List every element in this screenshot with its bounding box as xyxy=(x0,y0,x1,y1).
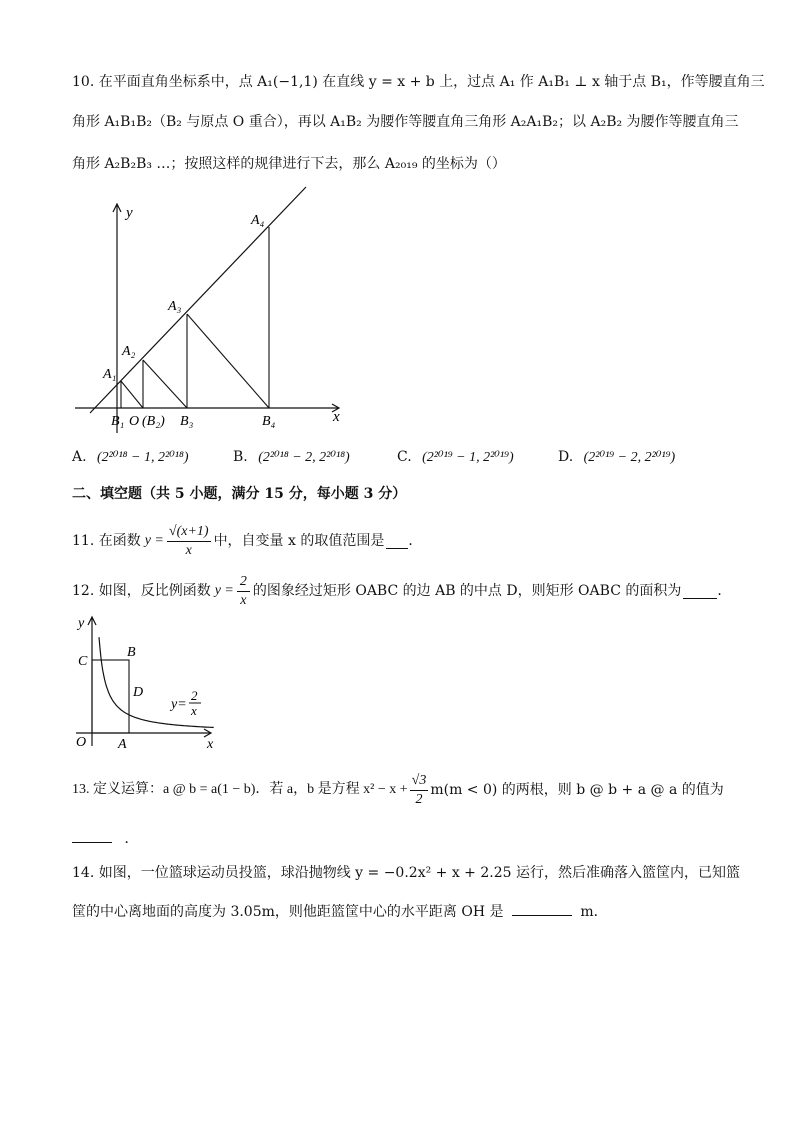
q13 xyxy=(72,768,724,812)
q10-line-1: 10. 在平面直角坐标系中，点 A₁(−1,1) 在直线 y = x + b 上，过点 A₁ 作 A₁B₁ ⊥ x 轴于点 B₁，作等腰直角三 xyxy=(72,74,765,90)
q11-answer-blank[interactable] xyxy=(386,534,408,549)
option-a-letter: A. xyxy=(72,449,87,465)
option-d-text: (2²⁰¹⁹ − 2, 2²⁰¹⁹) xyxy=(583,450,676,465)
q13-suffix: m(m < 0) 的两根，则 b @ b + a @ a 的值为 xyxy=(430,782,724,798)
q11-fraction xyxy=(167,523,211,560)
label-x: x xyxy=(333,409,340,425)
q14-line-1: 14. 如图，一位篮球运动员投篮，球沿抛物线 y = −0.2x² + x + 2.25 运行，然后准确落入篮筐内，已知篮 xyxy=(72,865,740,881)
option-c[interactable] xyxy=(397,448,514,467)
q10-line-2: 角形 A₁B₁B₂（B₂ 与原点 O 重合），再以 A₁B₂ 为腰作等腰直角三角形 A₂A₁B₂；以 A₂B₂ 为腰作等腰直角三 xyxy=(72,114,739,130)
q13-denominator: 2 xyxy=(415,791,423,807)
segment-A2B3 xyxy=(143,360,187,408)
q10-figure xyxy=(70,185,360,435)
option-d-letter: D. xyxy=(558,449,574,465)
option-a-text: (2²⁰¹⁸ − 1, 2²⁰¹⁸) xyxy=(97,450,189,465)
q11-denominator: x xyxy=(185,542,192,558)
option-b[interactable] xyxy=(233,448,350,467)
label-A3: A₃ xyxy=(168,299,182,314)
q13-line-2-end: ． xyxy=(124,831,139,847)
label-y: y xyxy=(126,205,133,221)
curve-label-denominator: x xyxy=(191,703,197,718)
label-B2: (B₂) xyxy=(142,414,165,429)
q13-answer-blank[interactable] xyxy=(72,828,112,843)
q14-answer-blank[interactable] xyxy=(512,901,572,916)
label-B1: B₁ xyxy=(111,414,125,429)
q12: 12. 如图，反比例函数 y = $\frac{2}{x}$ 的图象经过矩形 OABC 的边 AB 的中点 D，则矩形 OABC 的面积为 ． xyxy=(72,573,732,608)
line-y-eq-x-plus-b xyxy=(90,187,306,413)
option-c-text: (2²⁰¹⁹ − 1, 2²⁰¹⁹) xyxy=(422,450,514,465)
q13-fraction xyxy=(410,772,429,809)
q14-line-2 xyxy=(72,901,608,921)
label-A2: A₂ xyxy=(122,344,136,359)
label-D: D xyxy=(133,685,144,700)
option-b-letter: B. xyxy=(233,449,248,465)
label-O: O xyxy=(129,414,140,429)
label-y: y xyxy=(78,616,85,631)
option-c-letter: C. xyxy=(397,449,412,465)
q11-prefix: 11. 在函数 xyxy=(72,533,141,549)
q14-line-2-prefix: 筐的中心离地面的高度为 3.05m，则他距篮筐中心的水平距离 OH 是 xyxy=(72,904,504,920)
option-d[interactable] xyxy=(558,448,675,467)
curve-label-lhs: y= xyxy=(171,697,187,712)
label-A4: A₄ xyxy=(251,213,265,228)
option-b-text: (2²⁰¹⁸ − 2, 2²⁰¹⁸) xyxy=(258,450,350,465)
q14-line-2-suffix: m． xyxy=(580,904,608,920)
q13-numerator: √3 xyxy=(410,772,429,791)
q10-line-3: 角形 A₂B₂B₃ …；按照这样的规律进行下去，那么 A₂₀₁₉ 的坐标为（） xyxy=(72,156,506,172)
option-a[interactable] xyxy=(72,448,189,467)
q11-lhs: y = xyxy=(144,533,164,548)
q13-prefix: 13. 定义运算：a @ b = a(1 − b)．若 a，b 是方程 x² − x + xyxy=(72,782,408,797)
label-B3: B₃ xyxy=(180,414,194,429)
label-B: B xyxy=(127,645,136,660)
q12-fraction xyxy=(237,573,250,610)
q11-suffix: 中，自变量 x 的取值范围是 xyxy=(213,533,385,549)
q12-answer-blank[interactable] xyxy=(683,584,717,599)
q12-numerator: 2 xyxy=(237,573,250,592)
q12-denominator: x xyxy=(240,592,247,608)
segment-A1B2 xyxy=(121,381,143,408)
segment-A3B4 xyxy=(187,314,269,408)
label-O: O xyxy=(76,735,87,750)
q12-lhs: y = xyxy=(214,583,234,598)
q11: 11. 在函数 y = $\frac{√(x+1)}{x}$ 中，自变量 x 的取值范围是 ． xyxy=(72,523,423,558)
label-C: C xyxy=(78,654,88,669)
q12-suffix: 的图象经过矩形 OABC 的边 AB 的中点 D，则矩形 OABC 的面积为 xyxy=(252,583,682,599)
curve-label-numerator: 2 xyxy=(191,688,198,703)
q11-numerator: √(x+1) xyxy=(167,523,211,542)
q12-figure xyxy=(70,612,230,752)
label-B4: B₄ xyxy=(262,414,276,429)
label-x: x xyxy=(207,737,214,752)
label-A: A xyxy=(118,737,127,752)
label-A1: A₁ xyxy=(103,367,117,382)
section-heading: 二、填空题（共 5 小题，满分 15 分，每小题 3 分） xyxy=(72,486,407,502)
q13-line-2 xyxy=(72,828,138,848)
q12-prefix: 12. 如图，反比例函数 xyxy=(72,583,211,599)
